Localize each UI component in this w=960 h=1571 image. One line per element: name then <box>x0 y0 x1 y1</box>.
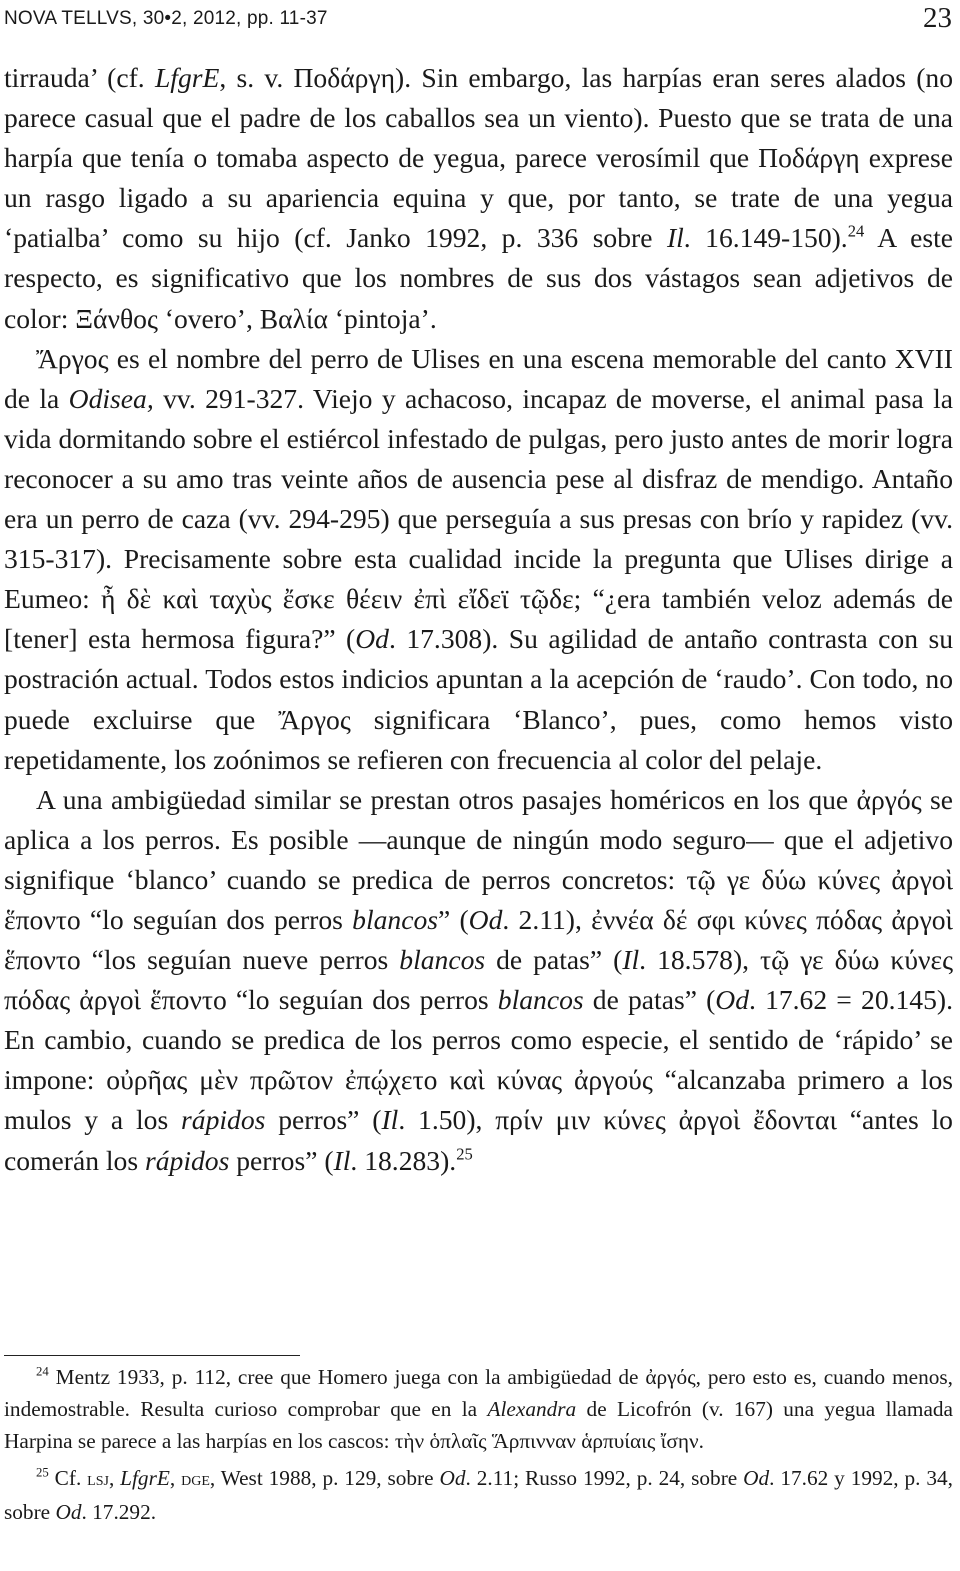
text-run: . 16.149-150). <box>683 222 848 254</box>
journal-citation: NOVA TELLVS, 30•2, 2012, pp. 11-37 <box>4 8 328 29</box>
text-run: Ἄργος es el nombre del perro de Ulises en una escena memorable del canto XVII de la <box>4 342 953 414</box>
italic-text: blancos <box>497 984 584 1016</box>
small-caps-text: dge <box>181 1468 210 1490</box>
text-run: de patas” ( <box>583 984 716 1016</box>
italic-text: Il <box>622 944 640 976</box>
text-run: , West 1988, p. 129, sobre <box>209 1465 440 1490</box>
italic-text: Od <box>743 1465 770 1490</box>
text-run: A una ambigüedad similar se prestan otros pasajes homéricos en los que ἀργός se aplica a los perros. Es posible —aunque de ningún modo seguro— que el adjetivo signifique ‘blanco’ cuando se predica de perros concretos: τῷ γε δύω κύνες ἀργοὶ ἕποντο “lo seguían dos perros <box>4 783 953 935</box>
text-run: , s. v. Ποδάργη). Sin embargo, las harpías eran seres alados (no parece casual que el padre de los caballos sea un viento). Puesto que se trata de una harpía que tenía o tomaba aspecto de yegua, parece verosímil que Ποδάργη exprese un rasgo ligado a su apariencia equina y que, por tanto, se trate de una yegua ‘patialba’ como su hijo (cf. Janko 1992, p. 336 sobre <box>4 62 954 254</box>
text-run: , <box>108 1465 121 1490</box>
text-run: . 18.578), τῷ γε δύω κύνες πόδας ἀργοὶ ἕποντο “lo seguían dos perros <box>4 944 953 1016</box>
paragraph-podarge <box>4 58 953 339</box>
italic-text: Odisea, <box>68 382 154 414</box>
footnote-25 <box>4 1462 953 1528</box>
italic-text: blancos <box>352 903 438 935</box>
footnote-ref: 25 <box>456 1143 473 1163</box>
text-run: perros” ( <box>229 1144 334 1176</box>
italic-text: LfgrE <box>154 62 220 93</box>
footnote-24 <box>4 1361 953 1458</box>
text-run: vv. 291-327. Viejo y achacoso, incapaz de moverse, el animal pasa la vida dormitando sobre el estiércol infestado de pulgas, pero justo antes de morir logra reconocer a su amo tras veinte años de ausencia pese al disfraz de mendigo. Antaño era un perro de caza (vv. 294-295) que perseguía a sus presas con brío y rapidez (vv. 315-317). Precisamente sobre esta cualidad incide la pregunta que Ulises dirige a Eumeo: ἦ δὲ καὶ ταχὺς ἔσκε θέειν ἐπὶ εἴδεϊ τῷδε; “¿era también veloz además de [tener] esta hermosa figura?” ( <box>4 382 953 655</box>
footnote-ref: 25 <box>36 1465 49 1480</box>
italic-text: Od <box>439 1465 466 1490</box>
text-run: . 17.62 = 20.145). En cambio, cuando se predica de los perros como especie, el sentido de ‘rápido’ se impone: οὐρῆας μὲν πρῶτον ἐπῴχετο καὶ κύνας ἀργούς “alcanzaba primero a los mulos y a los <box>4 984 953 1136</box>
italic-text: Od <box>55 1499 82 1524</box>
text-run: A este respecto, es significativo que los nombres de sus dos vástagos sean adjetivos de color: Ξάνθος ‘overo’, Βαλία ‘pintoja’. <box>4 222 953 334</box>
running-header <box>4 2 952 42</box>
text-run: . 18.283). <box>350 1144 457 1176</box>
text-run: de patas” ( <box>485 944 623 976</box>
text-run: . 2.11), ἐννέα δέ σφι κύνες πόδας ἀργοὶ ἕποντο “los seguían nueve perros <box>4 903 953 976</box>
text-run: , <box>169 1465 182 1490</box>
italic-text: Il <box>381 1104 399 1136</box>
italic-text: LfgrE <box>120 1465 170 1490</box>
text-run: Mentz 1933, p. 112, cree que Homero juega con la ambigüedad de ἀργός, pero esto es, cuando menos, indemostrable. Resulta curioso comprobar que en la <box>4 1365 953 1422</box>
page-number: 23 <box>923 2 952 34</box>
text-run: ” ( <box>437 903 469 935</box>
main-text <box>4 58 953 1181</box>
paragraph-argos <box>4 339 953 780</box>
paragraph-argos-dogs <box>4 780 953 1181</box>
text-run: . 17.62 y 1992, p. 34, sobre <box>4 1465 953 1524</box>
italic-text: blancos <box>399 944 486 976</box>
text-run: . 17.308). Su agilidad de antaño contrasta con su postración actual. Todos estos indicios apuntan a la acepción de ‘raudo’. Con todo, no puede excluirse que Ἄργος significara ‘Blanco’, pues, como hemos visto repetidamente, los zoónimos se refieren con frecuencia al color del pelaje. <box>4 623 953 775</box>
footnote-separator <box>4 1355 300 1356</box>
text-run: Cf. <box>48 1465 88 1490</box>
italic-text: Il <box>333 1144 351 1176</box>
text-run: . 1.50), πρίν μιν κύνες ἀργοὶ ἔδονται “antes lo comerán los <box>4 1104 953 1176</box>
italic-text: Alexandra <box>487 1397 577 1422</box>
italic-text: Od <box>355 623 389 655</box>
footnote-ref: 24 <box>36 1364 49 1379</box>
text-run: tirrauda’ (cf. <box>4 62 155 93</box>
italic-text: Od <box>468 903 503 935</box>
italic-text: Il <box>666 222 684 254</box>
text-run: perros” ( <box>265 1104 382 1136</box>
text-run: . 2.11; Russo 1992, p. 24, sobre <box>465 1465 744 1490</box>
italic-text: Od <box>715 984 750 1016</box>
italic-text: rápidos <box>181 1104 266 1136</box>
footnote-ref: 24 <box>847 221 865 241</box>
footnotes <box>4 1361 953 1528</box>
text-run: . 17.292. <box>81 1499 157 1524</box>
italic-text: rápidos <box>145 1144 230 1176</box>
text-run: de Licofrón (v. 167) una yegua llamada Harpina se parece a las harpías en los cascos: τὴν ὁπλαῖς Ἅρπινναν ἁρπυίαις ἴσην. <box>4 1397 953 1454</box>
small-caps-text: lsj <box>87 1468 109 1490</box>
